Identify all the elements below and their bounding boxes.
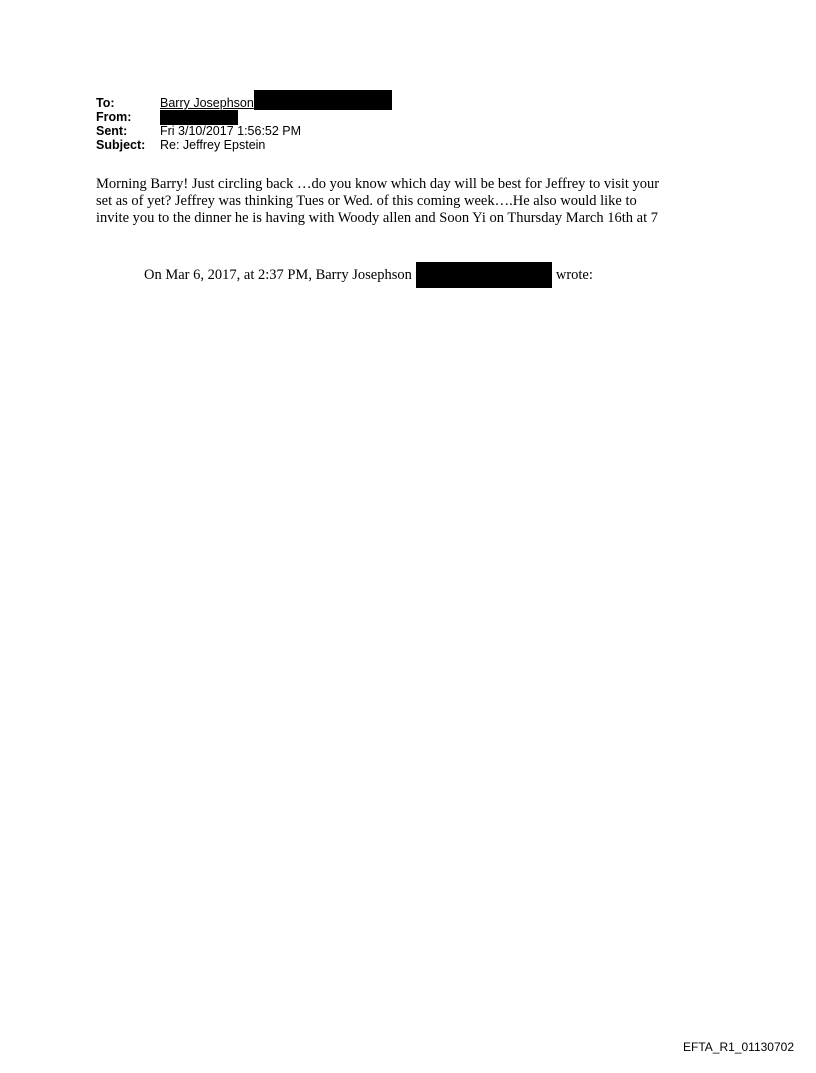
- quote-redaction-bar: [416, 262, 552, 288]
- quoted-reply-header: [144, 262, 593, 288]
- subject-value: Re: Jeffrey Epstein: [160, 138, 266, 152]
- subject-row: [96, 138, 392, 152]
- quote-suffix: wrote:: [555, 267, 593, 283]
- document-id: EFTA_R1_01130702: [683, 1040, 794, 1054]
- from-row: [96, 110, 392, 124]
- sent-row: [96, 124, 392, 138]
- body-line-2: set as of yet? Jeffrey was thinking Tues or Wed. of this coming week….He also would like to: [96, 193, 637, 209]
- to-value: Barry Josephson: [160, 96, 254, 110]
- body-line-1: Morning Barry! Just circling back …do you know which day will be best for Jeffrey to visit your: [96, 176, 660, 192]
- to-redaction-bar: [254, 90, 392, 110]
- subject-label: Subject:: [96, 138, 146, 152]
- sent-label: Sent:: [96, 124, 128, 138]
- quote-prefix: On Mar 6, 2017, at 2:37 PM, Barry Josephson: [144, 267, 412, 283]
- from-label: From:: [96, 110, 132, 124]
- to-label: To:: [96, 96, 115, 110]
- email-body: [96, 176, 736, 227]
- sent-value: Fri 3/10/2017 1:56:52 PM: [160, 124, 302, 138]
- from-redaction-bar: [160, 110, 238, 125]
- to-row: [96, 96, 392, 110]
- body-line-3: invite you to the dinner he is having with Woody allen and Soon Yi on Thursday March 16th at 7: [96, 210, 658, 226]
- email-header: [96, 96, 392, 152]
